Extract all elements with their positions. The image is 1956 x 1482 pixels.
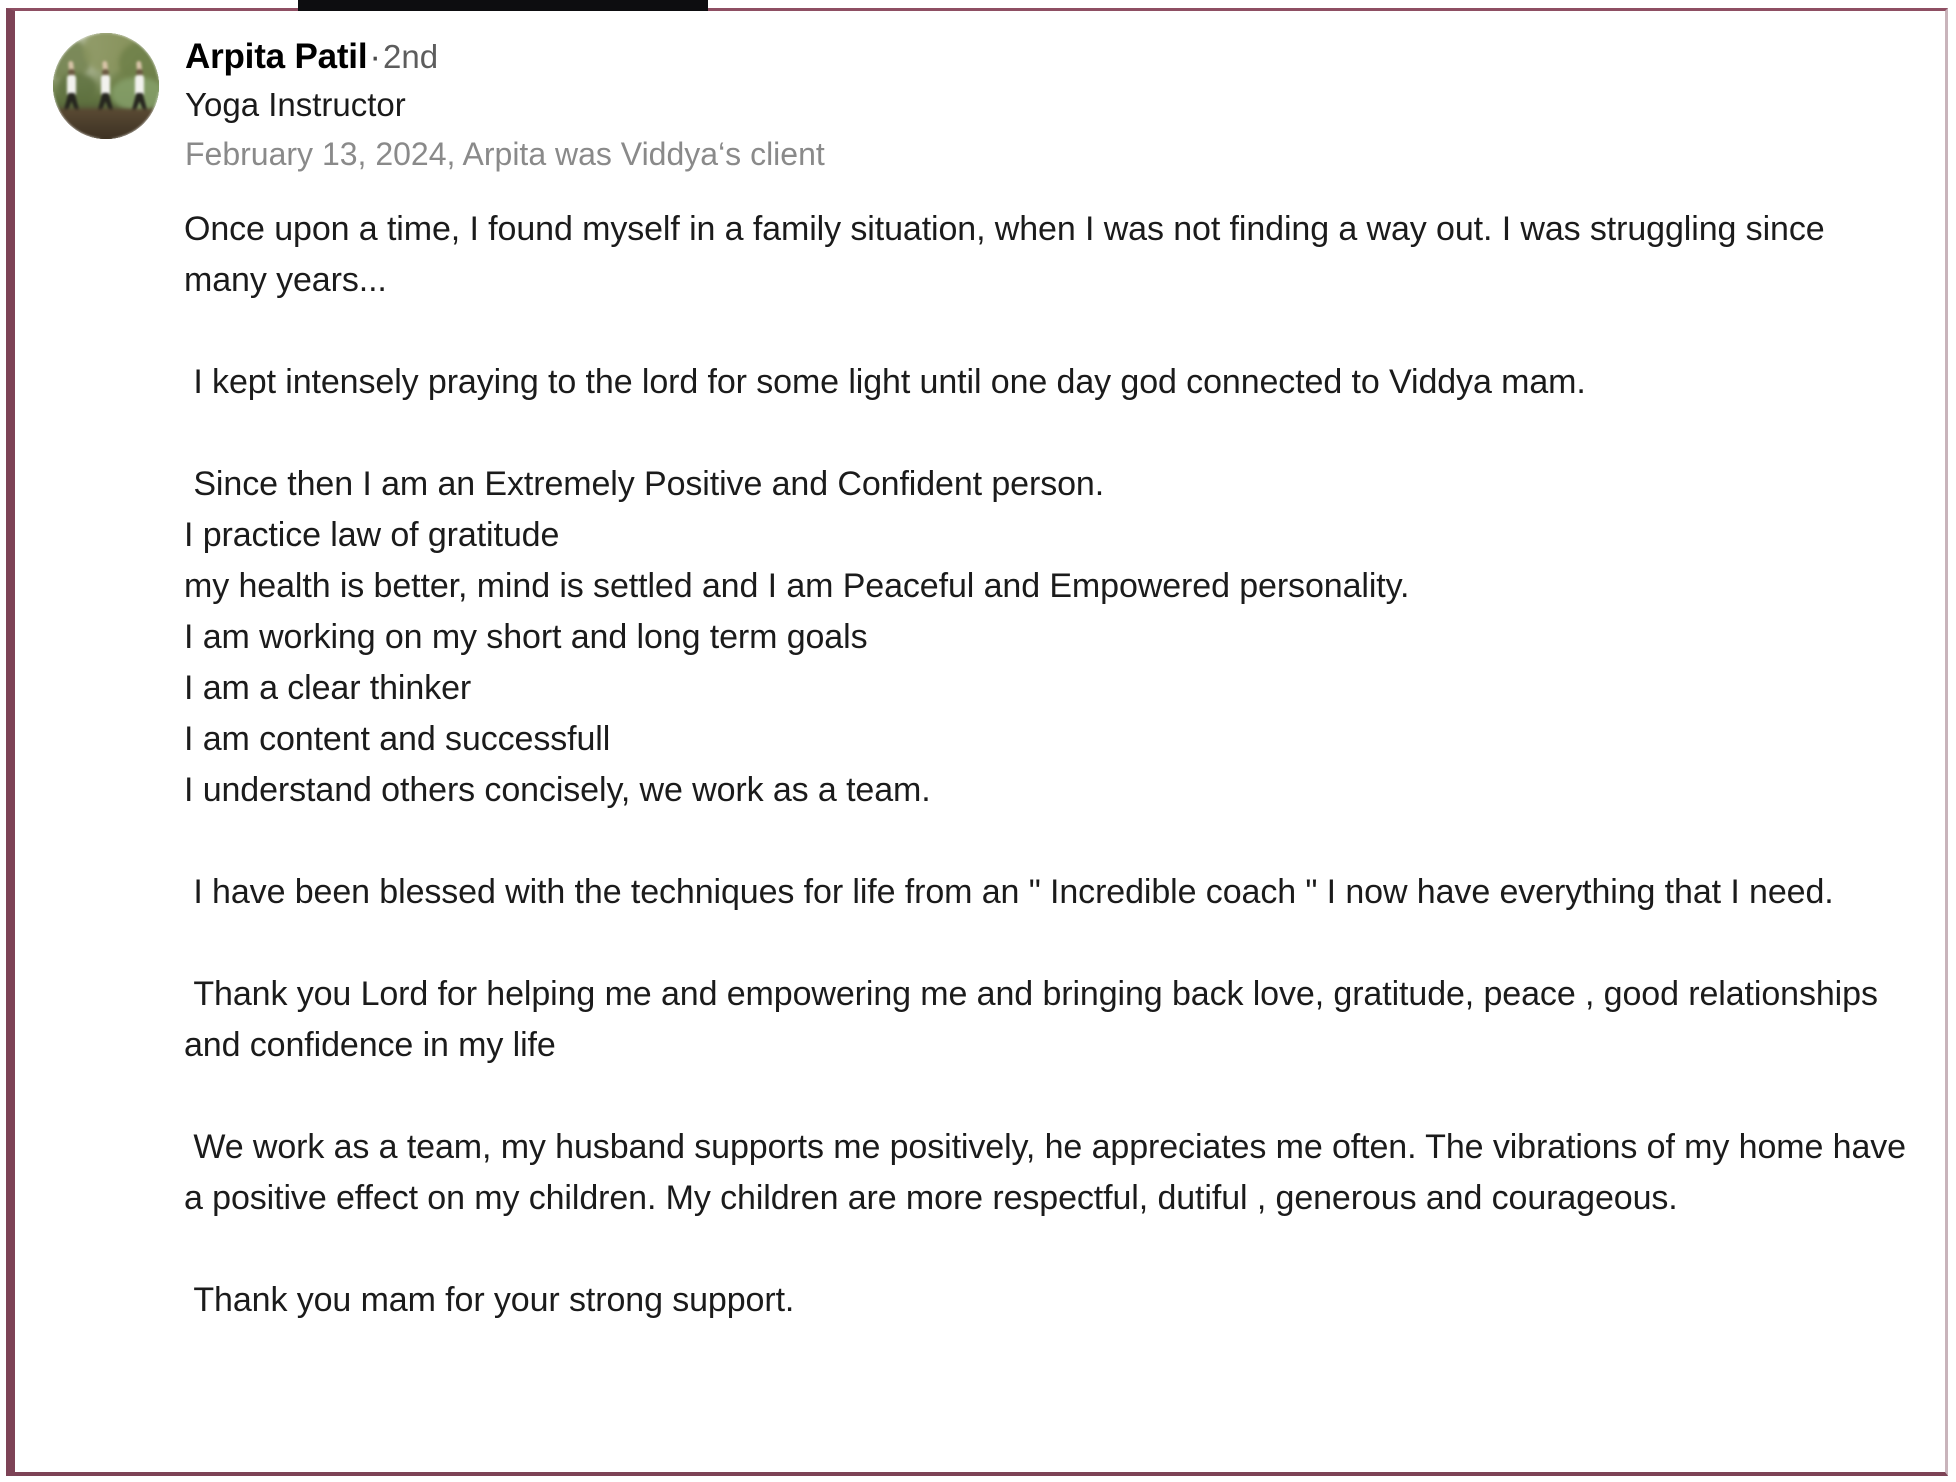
recommendation-paragraph: Thank you mam for your strong support. xyxy=(184,1281,795,1319)
paragraph-spacer xyxy=(184,306,1909,357)
recommender-info xyxy=(185,23,825,178)
recommendation-card-inner xyxy=(15,11,1945,1472)
recommendation-paragraph: I practice law of gratitude xyxy=(184,516,560,554)
paragraph-spacer xyxy=(184,816,1909,867)
recommender-headline: Yoga Instructor xyxy=(185,86,406,123)
paragraph-spacer xyxy=(184,408,1909,459)
recommendation-paragraph: my health is better, mind is settled and I am Peaceful and Empowered personality. xyxy=(184,567,1410,605)
recommendation-paragraph: I have been blessed with the techniques for life from an " Incredible coach " I now have everything that I need. xyxy=(184,873,1834,911)
recommendation-paragraph: I am a clear thinker xyxy=(184,669,472,707)
name-separator: · xyxy=(369,37,382,76)
recommendation-paragraph: I am working on my short and long term goals xyxy=(184,618,868,656)
avatar-blur xyxy=(53,33,159,139)
recommendation-paragraph: I am content and successfull xyxy=(184,720,611,758)
paragraph-spacer xyxy=(184,1224,1909,1275)
connection-degree: 2nd xyxy=(383,38,439,75)
recommender-name[interactable]: Arpita Patil xyxy=(185,37,368,76)
recommender-name-line xyxy=(185,35,825,79)
avatar[interactable] xyxy=(53,33,159,139)
recommendation-paragraph: I understand others concisely, we work as a team. xyxy=(184,771,931,809)
recommendation-header xyxy=(39,23,1919,178)
recommendation-body xyxy=(184,204,1919,1326)
recommendation-relationship: February 13, 2024, Arpita was Viddya‘s client xyxy=(185,136,825,172)
recommendation-paragraph: Since then I am an Extremely Positive and Confident person. xyxy=(184,465,1105,503)
recommendation-paragraph: Once upon a time, I found myself in a family situation, when I was not finding a way out. I was struggling since many years... xyxy=(184,210,1834,299)
recommendation-paragraph: I kept intensely praying to the lord for some light until one day god connected to Viddya mam. xyxy=(184,363,1586,401)
recommendation-card xyxy=(6,8,1948,1476)
recommendation-paragraph: We work as a team, my husband supports me positively, he appreciates me often. The vibrations of my home have a positive effect on my children. My children are more respectful, dutiful , generous and courageous. xyxy=(184,1128,1916,1217)
paragraph-spacer xyxy=(184,1071,1909,1122)
paragraph-spacer xyxy=(184,918,1909,969)
recommendation-paragraph: Thank you Lord for helping me and empowering me and bringing back love, gratitude, peace , good relationships and confidence in my life xyxy=(184,975,1888,1064)
cut-off-top-element xyxy=(298,0,708,11)
